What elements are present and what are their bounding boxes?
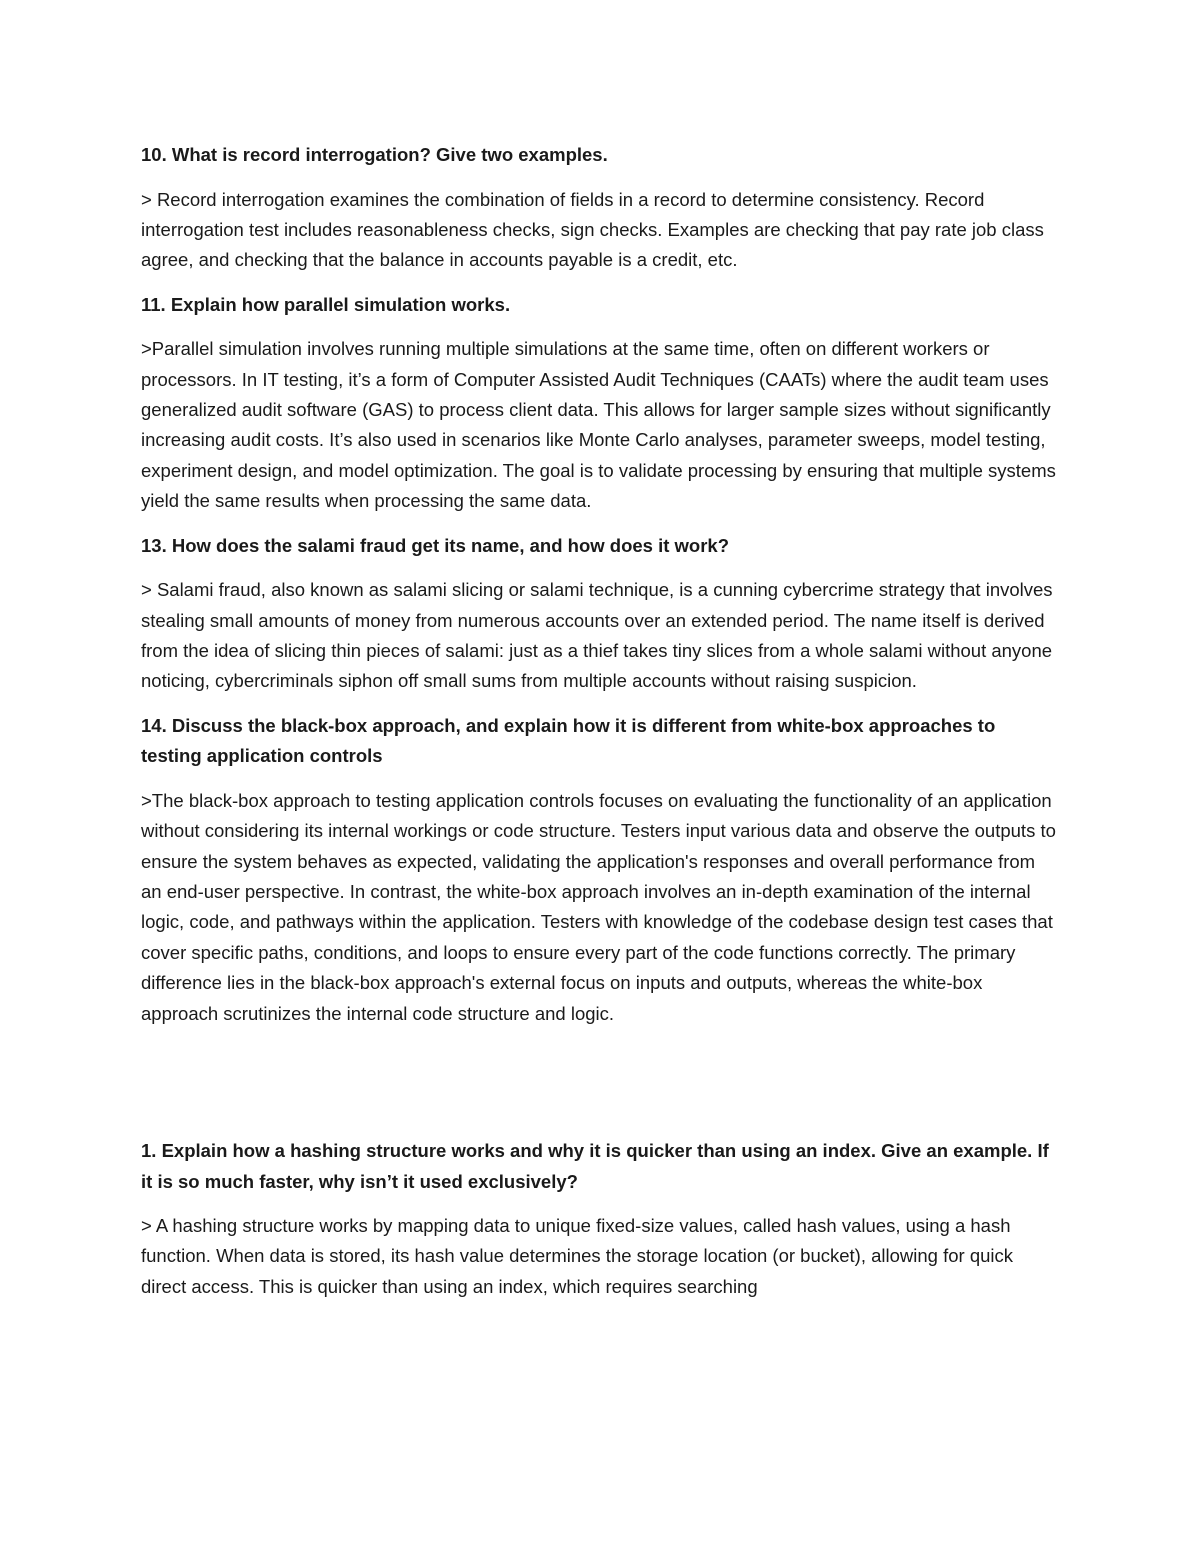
question-10: 10. What is record interrogation? Give two examples. [141, 144, 608, 165]
answer-11: >Parallel simulation involves running multiple simulations at the same time, often on different workers or processors. In IT testing, it’s a form of Computer Assisted Audit Techniques (CAATs) where the audit team uses generalized audit software (GAS) to process client data. This allows for larger sample sizes without significantly increasing audit costs. It’s also used in scenarios like Monte Carlo analyses, parameter sweeps, model testing, experiment design, and model optimization. The goal is to validate processing by ensuring that multiple systems yield the same results when processing the same data. [141, 338, 1056, 512]
document-page [141, 140, 1056, 1316]
section-spacer [141, 1043, 1056, 1136]
answer-10: > Record interrogation examines the combination of fields in a record to determine consistency. Record interrogation test includes reasonableness checks, sign checks. Examples are checking that pay rate job class agree, and checking that the balance in accounts payable is a credit, etc. [141, 188, 1044, 271]
question-14: 14. Discuss the black-box approach, and explain how it is different from white-box approaches to testing application controls [141, 714, 996, 767]
question-13: 13. How does the salami fraud get its name, and how does it work? [141, 534, 730, 556]
question-11: 11. Explain how parallel simulation works. [141, 293, 511, 315]
question-1: 1. Explain how a hashing structure works and why it is quicker than using an index. Give an example. If it is so much faster, why isn’t it used exclusively? [141, 1140, 1049, 1192]
answer-1: > A hashing structure works by mapping data to unique fixed-size values, called hash values, using a hash function. When data is stored, its hash value determines the storage location (or bucket), allowing for quick direct access. This is quicker than using an index, which requires searching [141, 1215, 1014, 1297]
answer-14: >The black-box approach to testing application controls focuses on evaluating the functionality of an application without considering its internal workings or code structure. Testers input various data and observe the outputs to ensure the system behaves as expected, validating the application's responses and overall performance from an end-user perspective. In contrast, the white-box approach involves an in-depth examination of the internal logic, code, and pathways within the application. Testers with knowledge of the codebase design test cases that cover specific paths, conditions, and loops to ensure every part of the code functions correctly. The primary difference lies in the black-box approach's external focus on inputs and outputs, whereas the white-box approach scrutinizes the internal code structure and logic. [141, 789, 1056, 1024]
answer-13: > Salami fraud, also known as salami slicing or salami technique, is a cunning cybercrime strategy that involves stealing small amounts of money from numerous accounts over an extended period. The name itself is derived from the idea of slicing thin pieces of salami: just as a thief takes tiny slices from a whole salami without anyone noticing, cybercriminals siphon off small sums from multiple accounts without raising suspicion. [141, 579, 1053, 692]
